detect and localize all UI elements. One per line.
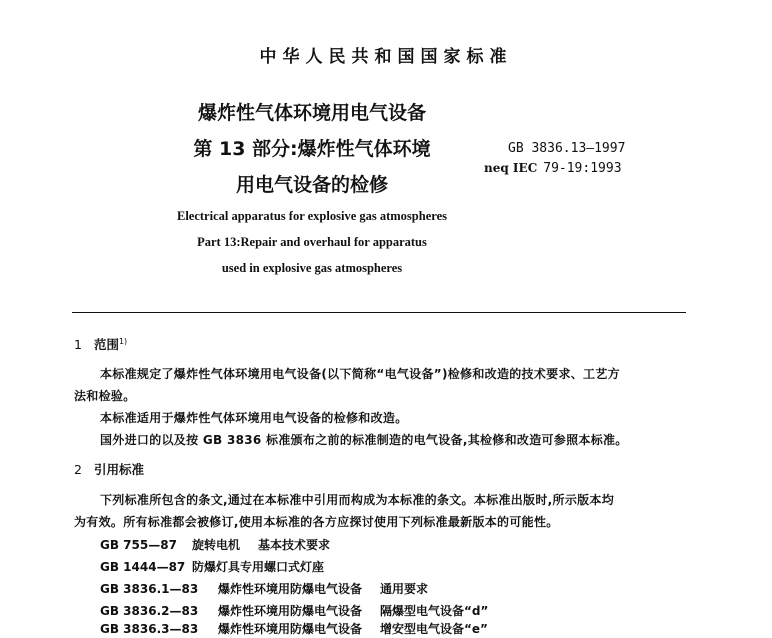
english-title-line-3: used in explosive gas atmospheres [221, 261, 403, 275]
reference-code: GB 3836.3—83 [100, 622, 199, 636]
paragraph: 本标准规定了爆炸性气体环境用电气设备(以下简称“电气设备”)检修和改造的技术要求、工艺方 [100, 367, 620, 381]
neq-code: 79-19:1993 [543, 161, 622, 176]
reference-title: 爆炸性环境用防爆电气设备 [218, 622, 363, 636]
reference-title: 防爆灯具专用螺口式灯座 [192, 560, 325, 574]
reference-title: 旋转电机 [192, 538, 241, 552]
paragraph: 为有效。所有标准都会被修订,使用本标准的各方应探讨使用下列标准最新版本的可能性。 [74, 515, 559, 529]
paragraph: 下列标准所包含的条文,通过在本标准中引用而构成为本标准的条文。本标准出版时,所示版本均 [100, 493, 615, 507]
section-number: 1 [74, 337, 82, 352]
neq-label: neq IEC [484, 161, 538, 175]
reference-code: GB 3836.1—83 [100, 582, 199, 596]
reference-item [100, 602, 488, 619]
standard-code: GB 3836.13—1997 [508, 141, 626, 156]
english-title-line-1: Electrical apparatus for explosive gas atmospheres [176, 209, 447, 223]
title-line-2: 第 13 部分:爆炸性气体环境 [193, 138, 431, 160]
section-2-heading [74, 460, 144, 478]
reference-subtitle: 基本技术要求 [258, 538, 331, 552]
paragraph: 国外进口的以及按 GB 3836 标准颁布之前的标准制造的电气设备,其检修和改造可参照本标准。 [100, 433, 628, 447]
reference-code: GB 755—87 [100, 538, 177, 552]
paragraph: 本标准适用于爆炸性气体环境用电气设备的检修和改造。 [100, 411, 408, 425]
reference-item [100, 558, 342, 575]
reference-subtitle: 隔爆型电气设备“d” [380, 604, 489, 618]
section-title: 引用标准 [93, 462, 144, 477]
reference-code: GB 1444—87 [100, 560, 186, 574]
paragraph: 法和检验。 [74, 389, 136, 403]
reference-code: GB 3836.2—83 [100, 604, 199, 618]
issuing-organization: 中华人民共和国国家标准 [259, 47, 513, 67]
reference-item [100, 620, 488, 637]
section-number: 2 [74, 462, 82, 477]
footnote-marker: 1) [118, 336, 128, 346]
title-line-1: 爆炸性气体环境用电气设备 [197, 102, 426, 124]
section-title: 范围 [93, 337, 119, 352]
reference-subtitle: 通用要求 [380, 582, 429, 596]
reference-title: 爆炸性环境用防爆电气设备 [218, 604, 363, 618]
reference-item [100, 580, 428, 597]
title-line-3: 用电气设备的检修 [235, 174, 388, 196]
neq-reference [484, 161, 622, 176]
reference-title: 爆炸性环境用防爆电气设备 [218, 582, 363, 596]
english-title-line-2: Part 13:Repair and overhaul for apparatus [197, 235, 427, 249]
section-1-heading [74, 335, 127, 353]
reference-subtitle: 增安型电气设备“e” [380, 622, 488, 636]
reference-item [100, 536, 330, 553]
header-divider [72, 312, 686, 313]
